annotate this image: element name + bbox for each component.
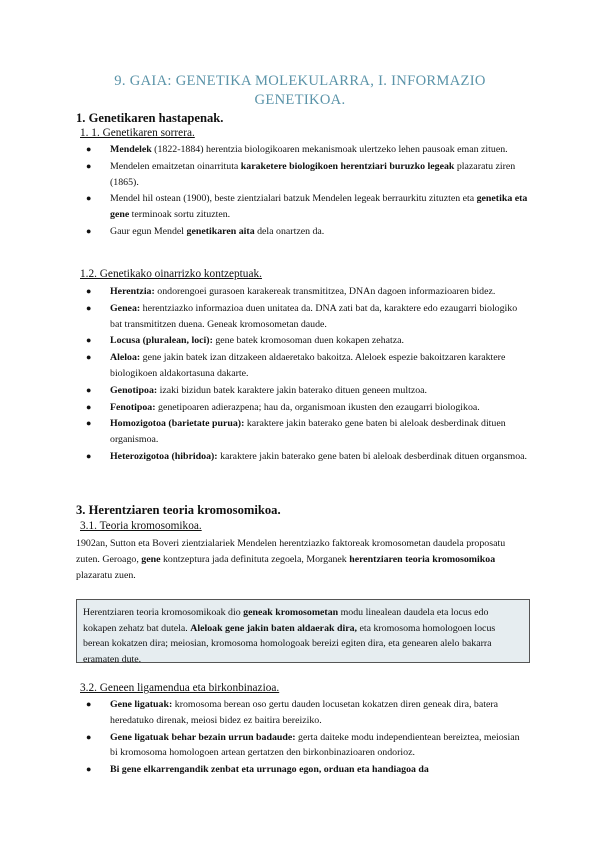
bullet-icon: ● [86,160,92,171]
bold-term: genetika eta gene [110,193,528,221]
item-text: plazaratu ziren (1865). [110,160,516,188]
highlight-box [76,599,530,666]
item-text: gene batek kromosoman duen kokapen zehatza. [212,335,404,347]
bold-term: Aleloak gene jakin baten aldaerak dira, [190,622,357,634]
bullet-icon: ● [86,302,92,313]
list-item [86,301,528,333]
section-1-2-heading: 1.2. Genetikako oinarrizko kontzeptuak. [80,268,262,280]
bold-term: Fenotipoa: [110,401,156,413]
item-text: ondorengoei gurasoen karakereak transmititzea, DNAn dagoen informazioaren bidez. [154,286,496,297]
bullet-icon: ● [86,286,92,296]
section-3-heading: 3. Herentziaren teoria kromosomikoa. [76,503,281,517]
bullet-icon: ● [86,401,92,412]
bold-term: genetikaren aita [186,225,255,237]
bullet-icon: ● [86,225,92,236]
bold-term: geneak kromosometan [243,607,339,618]
item-text: Gaur egun Mendel [110,225,187,237]
list-item [86,142,528,158]
bullet-icon: ● [86,450,92,461]
item-text: Mendel hil ostean (1900), beste zientzialari batzuk Mendelen legeak berraurkitu zituzten eta [110,193,477,205]
bold-term: Aleloa: [110,352,141,364]
box-text: Herentziaren teoria kromosomikoak dio [83,607,244,618]
list-item [86,224,528,240]
bullet-icon: ● [86,193,92,204]
list-item [86,383,528,399]
section-1-2-list [86,284,528,466]
section-3-2-heading: 3.2. Geneen ligamendua eta birkonbinazioa. [80,682,280,694]
section-1-heading: 1. Genetikaren hastapenak. [76,111,224,125]
item-text: gerta daiteke modu independientean bereiztea, meiosian bi kromosoma homologoen artean gertatzen den birkonbinazioaren ondorioz. [110,731,520,759]
bold-term: gene [141,554,161,565]
bold-term: Heterozigotoa (hibridoa): [110,450,218,462]
item-text: karaktere jakin baterako gene baten bi aleloak desberdinak dituen organismoa. [110,418,506,446]
item-text: dela onartzen da. [254,225,325,237]
bold-term: Gene ligatuak: [110,699,173,710]
section-3-1-paragraph [76,536,528,584]
para-text: plazaratu zuen. [76,570,136,581]
item-text: herentziazko informazioa duen unitatea da. DNA zati bat da, karaktere edo ezaugarri biologiko bat transmititzen duena. Geneak kromosometan daude. [110,302,518,330]
section-1-1-heading: 1. 1. Genetikaren sorrera. [80,127,195,139]
box-text: modu linealean daudela eta locus edo kokapen zehatz bat dutela. [83,607,489,634]
list-item [86,159,528,191]
bold-term: Genotipoa: [110,384,158,396]
bullet-icon: ● [86,418,92,429]
bold-term: karaketere biologikoen herentziari buruzko legeak [240,160,455,172]
section-3-2-list [86,697,528,779]
bullet-icon: ● [86,335,92,346]
list-item [86,333,528,349]
item-text: (1822-1884) herentzia biologikoaren mekanismoak ulertzeko lehen pausoak eman zituen. [151,144,508,155]
bullet-icon: ● [86,764,92,775]
document-title [60,72,540,110]
item-text: karaktere jakin baterako gene baten bi aleloak desberdinak dituen organsmoa. [217,450,527,462]
list-item [86,284,528,300]
list-item [86,400,528,416]
list-item [86,762,528,778]
item-text: terminoak sortu zituzten. [129,209,231,221]
section-1-1-list [86,142,528,241]
bold-term: Genea: [110,302,141,314]
para-text: 1902an, Sutton eta Boveri zientzialariek Mendelen herentziazko faktoreak kromosometan daudela proposatu zuten. Geroago, [76,538,506,565]
item-text: kromosoma berean oso gertu dauden locusetan kokatzen diren geneak dira, batera heredatuko direnak, meiosi bidez ez baitira bereiziko. [110,699,499,726]
bullet-icon: ● [86,144,92,154]
item-text: gene jakin batek izan ditzakeen aldaeretako bakoitza. Aleloek espezie bakoitzaren karaktere biologikoen aldakortasuna dakarte. [110,352,506,379]
box-text: eta kromosoma homologoen locus berean kokatzen dira; meiosian, kromosoma homologoak bereizi egiten dira, eta genearen alelo bakarra eramaten dute. [83,622,496,666]
bold-term: Locusa (pluralean, loci): [110,335,213,347]
bullet-icon: ● [86,384,92,395]
bold-term: Gene ligatuak behar bezain urrun badaude: [110,731,296,743]
bullet-icon: ● [86,699,92,709]
bullet-icon: ● [86,731,92,742]
item-text: genetipoaren adierazpena; hau da, organismoan ikusten den ezaugarri biologikoa. [155,401,480,413]
para-text: kontzeptura jada definituta zegoela, Morganek [160,554,350,565]
bullet-icon: ● [86,352,92,363]
item-text: Mendelen emaitzetan oinarrituta [110,160,241,172]
list-item [86,191,528,223]
section-3-1-heading: 3.1. Teoria kromosomikoa. [80,520,202,532]
item-text: izaki bizidun batek karaktere jakin baterako dituen geneen multzoa. [157,384,427,396]
bold-term: herentziaren teoria kromosomikoa [349,554,496,565]
bold-term: Bi gene elkarrengandik zenbat eta urrunago egon, orduan eta handiagoa da [110,764,429,776]
list-item [86,350,528,382]
bold-term: Homozigotoa (barietate purua): [110,418,245,430]
bold-term: Mendelek [110,144,152,155]
bold-term: Herentzia: [110,286,155,297]
list-item [86,730,528,762]
list-item [86,697,528,729]
list-item [86,416,528,448]
title-line-1: 9. GAIA: GENETIKA MOLEKULARRA, I. INFORMAZIO [114,73,486,89]
list-item [86,449,528,465]
title-line-2: GENETIKOA. [254,92,346,108]
